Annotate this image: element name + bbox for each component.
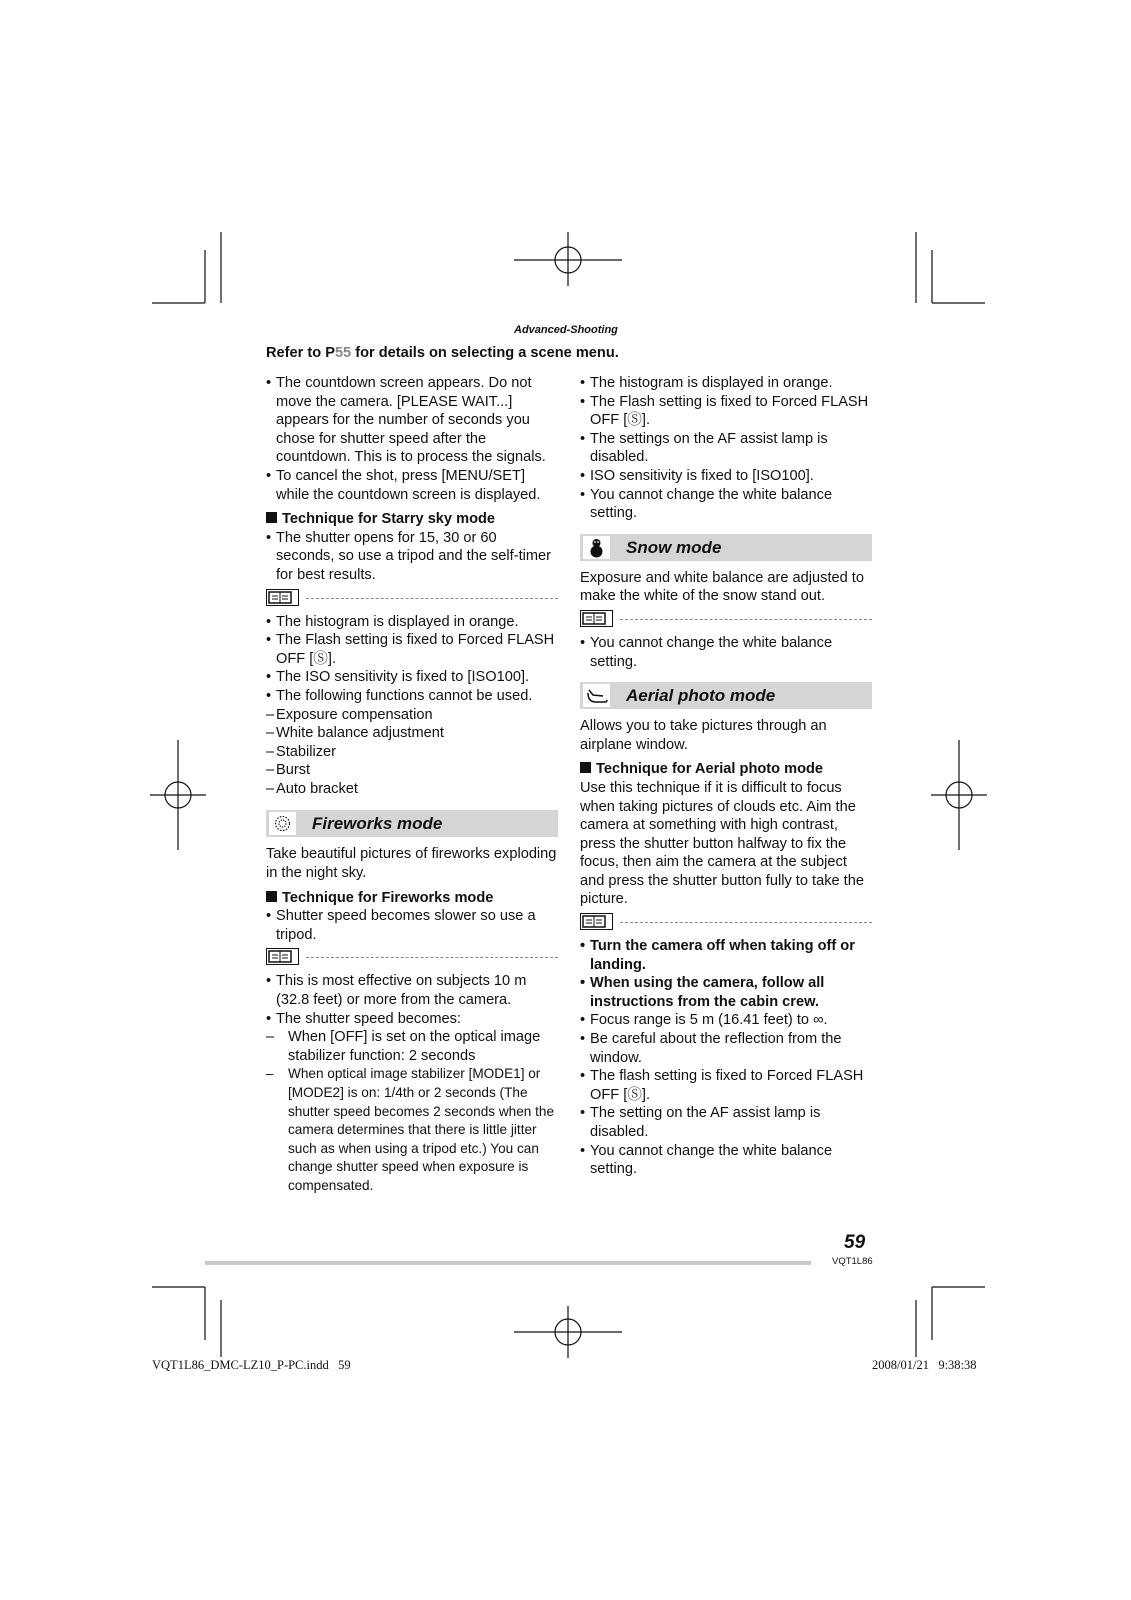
list-item: • The flash setting is fixed to Forced FLASH OFF [Ⓢ]. <box>580 1067 872 1104</box>
list-item: • Shutter speed becomes slower so use a tripod. <box>266 907 558 944</box>
dash-item: – When optical image stabilizer [MODE1] or [MODE2] is on: 1/4th or 2 seconds (The shutter speed becomes 2 seconds when the camera determines that there is little jitter such as when using a tripod etc.) You can change shutter speed when exposure is compensated. <box>266 1065 558 1195</box>
list-item: • ISO sensitivity is fixed to [ISO100]. <box>580 467 872 486</box>
snowman-icon <box>583 536 610 559</box>
list-item: • The ISO sensitivity is fixed to [ISO100]. <box>266 668 558 687</box>
note-book-icon <box>266 948 299 965</box>
note-divider <box>580 610 872 628</box>
list-item: • When using the camera, follow all instructions from the cabin crew. <box>580 974 872 1011</box>
left-column <box>266 374 558 1196</box>
list-item: • The shutter speed becomes: <box>266 1010 558 1029</box>
aerial-mode-title: Aerial photo mode <box>626 686 776 706</box>
list-item: • The shutter opens for 15, 30 or 60 seconds, so use a tripod and the self-timer for best results. <box>266 529 558 585</box>
list-item: • You cannot change the white balance setting. <box>580 634 872 671</box>
document-code: VQT1L86 <box>832 1256 873 1267</box>
note-book-icon <box>580 913 613 930</box>
dash-item: – White balance adjustment <box>266 724 558 743</box>
list-item: • This is most effective on subjects 10 m (32.8 feet) or more from the camera. <box>266 972 558 1009</box>
dash-item: – Burst <box>266 761 558 780</box>
list-item: • The following functions cannot be used. <box>266 687 558 706</box>
snow-mode-title: Snow mode <box>626 537 722 557</box>
footer-rule <box>205 1261 811 1265</box>
aerial-technique-heading: Technique for Aerial photo mode <box>580 760 872 779</box>
snow-mode-header <box>580 534 872 561</box>
dashed-line <box>306 957 558 958</box>
refer-page-link[interactable]: 55 <box>334 345 352 361</box>
fireworks-description: Take beautiful pictures of fireworks exploding in the night sky. <box>266 846 557 882</box>
note-book-icon <box>266 589 299 606</box>
file-info: VQT1L86_DMC-LZ10_P-PC.indd 59 <box>152 1358 351 1372</box>
refer-post: for details on selecting a scene menu. <box>351 345 619 361</box>
refer-pre: Refer to P <box>266 345 335 361</box>
snow-description: Exposure and white balance are adjusted to make the white of the snow stand out. <box>580 569 864 605</box>
note-divider <box>266 948 558 966</box>
list-item: • The settings on the AF assist lamp is disabled. <box>580 430 872 467</box>
list-item: • You cannot change the white balance setting. <box>580 486 872 523</box>
list-item: • Turn the camera off when taking off or landing. <box>580 937 872 974</box>
section-header: Advanced-Shooting <box>514 324 618 336</box>
aerial-technique-text: Use this technique if it is difficult to focus when taking pictures of clouds etc. Aim the camera at something with high contrast, press the shutter button halfway to fix the focus, then aim the camera at the subject and press the shutter button fully to take the picture. <box>580 779 864 908</box>
list-item: • Focus range is 5 m (16.41 feet) to ∞. <box>580 1011 872 1030</box>
aerial-mode-header <box>580 682 872 709</box>
list-item: • The countdown screen appears. Do not move the camera. [PLEASE WAIT...] appears for the number of seconds you chose for shutter speed after the countdown. This is to process the signals. <box>266 374 558 467</box>
right-column <box>580 374 872 1179</box>
dash-item: – Exposure compensation <box>266 706 558 725</box>
list-item: • The Flash setting is fixed to Forced FLASH OFF [Ⓢ]. <box>266 631 558 668</box>
fireworks-technique-heading: Technique for Fireworks mode <box>266 889 558 908</box>
list-item: • The setting on the AF assist lamp is disabled. <box>580 1104 872 1141</box>
list-item: • The Flash setting is fixed to Forced FLASH OFF [Ⓢ]. <box>580 393 872 430</box>
list-item: • To cancel the shot, press [MENU/SET] while the countdown screen is displayed. <box>266 467 558 504</box>
dash-item: – Stabilizer <box>266 743 558 762</box>
fireworks-icon <box>269 812 296 835</box>
note-divider <box>266 589 558 607</box>
dashed-line <box>306 598 558 599</box>
dash-item: – When [OFF] is set on the optical image stabilizer function: 2 seconds <box>266 1028 558 1065</box>
fireworks-mode-header <box>266 810 558 837</box>
square-bullet-icon <box>266 891 277 902</box>
starry-technique-heading: Technique for Starry sky mode <box>266 510 558 529</box>
list-item: • The histogram is displayed in orange. <box>580 374 872 393</box>
timestamp: 2008/01/21 9:38:38 <box>872 1358 977 1372</box>
aerial-description: Allows you to take pictures through an airplane window. <box>580 718 827 753</box>
square-bullet-icon <box>580 762 591 773</box>
list-item: • The histogram is displayed in orange. <box>266 613 558 632</box>
list-item: • Be careful about the reflection from the window. <box>580 1030 872 1067</box>
dashed-line <box>620 619 872 620</box>
fireworks-mode-title: Fireworks mode <box>312 814 443 834</box>
airplane-icon <box>583 684 610 707</box>
note-divider <box>580 913 872 931</box>
page-number: 59 <box>844 1232 866 1253</box>
dashed-line <box>620 922 872 923</box>
refer-line <box>266 345 619 361</box>
square-bullet-icon <box>266 512 277 523</box>
dash-item: – Auto bracket <box>266 780 558 799</box>
note-book-icon <box>580 610 613 627</box>
list-item: • You cannot change the white balance setting. <box>580 1142 872 1179</box>
